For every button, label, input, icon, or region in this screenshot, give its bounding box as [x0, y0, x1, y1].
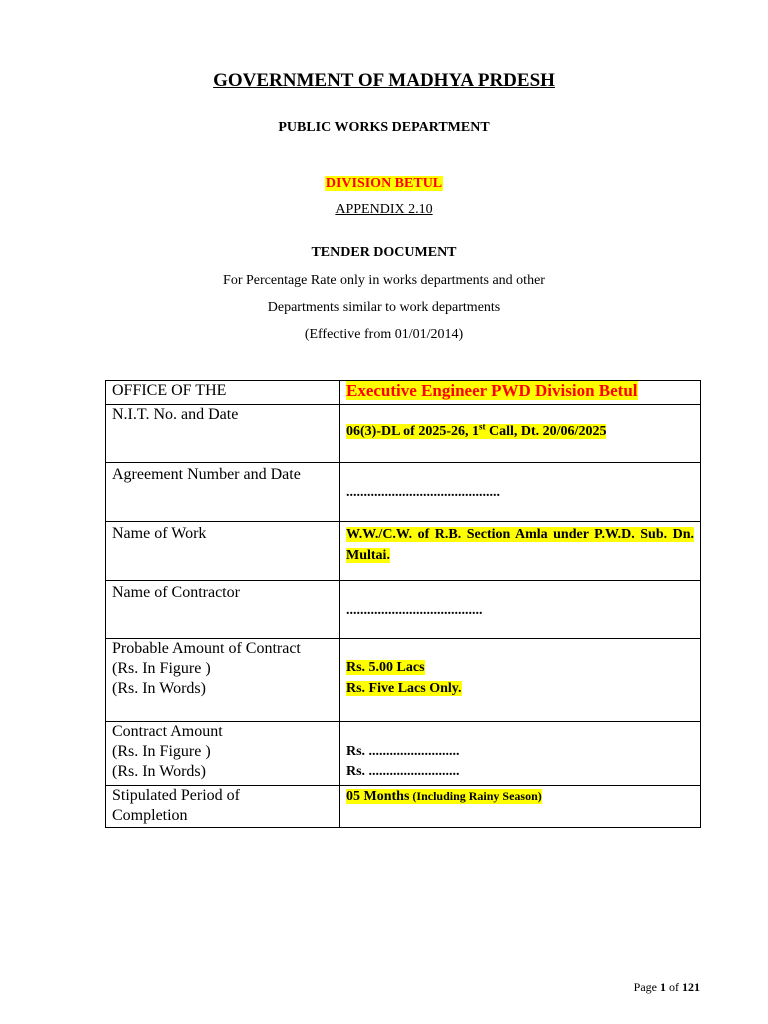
period-label: Stipulated Period of Completion	[106, 786, 340, 828]
probable-words: Rs. Five Lacs Only.	[346, 681, 462, 696]
tender-document-heading: TENDER DOCUMENT	[311, 245, 457, 260]
department-heading: PUBLIC WORKS DEPARTMENT	[278, 120, 490, 135]
nit-label: N.I.T. No. and Date	[106, 405, 340, 463]
appendix-label: APPENDIX 2.10	[335, 202, 433, 217]
contractor-value: .......................................	[340, 581, 701, 639]
row-contract-amount	[106, 722, 701, 786]
contractor-label: Name of Contractor	[106, 581, 340, 639]
work-value	[340, 522, 701, 581]
document-title: GOVERNMENT OF MADHYA PRDESH	[213, 70, 555, 91]
probable-amount-value	[340, 639, 701, 722]
scope-line-2: Departments similar to work departments	[267, 300, 501, 315]
nit-value	[340, 405, 701, 463]
division-heading	[0, 176, 768, 192]
contract-amount-value	[340, 722, 701, 786]
period-value	[340, 786, 701, 828]
contract-words: Rs. ..........................	[346, 764, 460, 779]
row-probable-amount	[106, 639, 701, 722]
page-number: Page 1 of 121	[633, 980, 700, 994]
effective-date-line: (Effective from 01/01/2014)	[304, 327, 464, 342]
nit-value-text: 06(3)-DL of 2025-26, 1st Call, Dt. 20/06/2025	[346, 421, 607, 439]
agreement-value: ............................................	[340, 463, 701, 522]
tender-details-table	[105, 380, 701, 828]
row-nit	[106, 405, 701, 463]
agreement-label: Agreement Number and Date	[106, 463, 340, 522]
scope-line-1: For Percentage Rate only in works departments and other	[223, 273, 545, 288]
row-office	[106, 381, 701, 405]
probable-amount-label: Probable Amount of Contract (Rs. In Figure ) (Rs. In Words)	[106, 639, 340, 722]
work-value-text: W.W./C.W. of R.B. Section Amla under P.W.D. Sub. Dn. Multai.	[346, 527, 694, 563]
office-value	[340, 381, 701, 405]
row-contractor	[106, 581, 701, 639]
period-value-text: 05 Months (Including Rainy Season)	[346, 789, 542, 804]
row-agreement	[106, 463, 701, 522]
office-label: OFFICE OF THE	[106, 381, 340, 405]
work-label: Name of Work	[106, 522, 340, 581]
contract-figure: Rs. ..........................	[346, 744, 460, 759]
contract-amount-label: Contract Amount (Rs. In Figure ) (Rs. In Words)	[106, 722, 340, 786]
row-period	[106, 786, 701, 828]
probable-figure: Rs. 5.00 Lacs	[346, 660, 425, 675]
row-work	[106, 522, 701, 581]
office-value-text: Executive Engineer PWD Division Betul	[346, 381, 638, 400]
division-highlight: DIVISION BETUL	[325, 176, 443, 191]
